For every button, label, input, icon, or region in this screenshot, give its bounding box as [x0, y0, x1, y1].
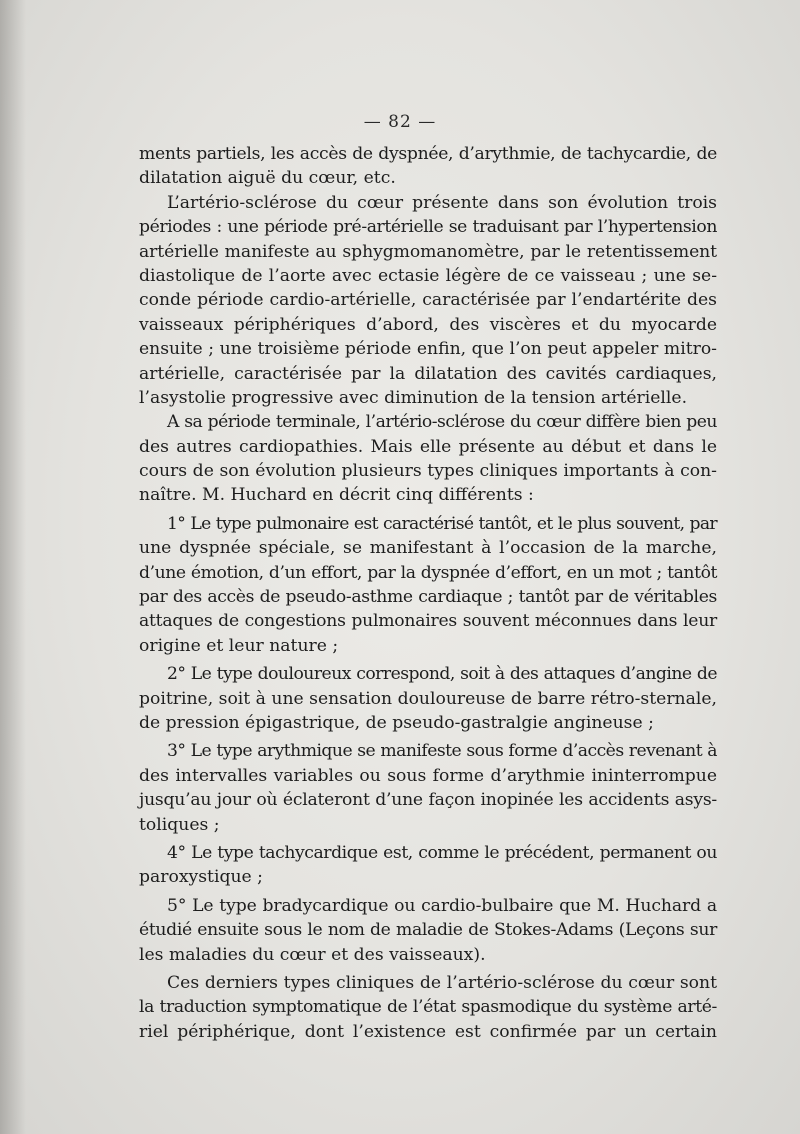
- text-line: conde période cardio-artérielle, caractérisée par l’endartérite des: [139, 290, 717, 311]
- text-line: 4° Le type tachycardique est, comme le précédent, permanent ou: [167, 842, 717, 863]
- text-line: vaisseaux périphériques d’abord, des viscères et du myocarde: [139, 314, 717, 335]
- text-line: cours de son évolution plusieurs types cliniques importants à con-: [139, 461, 717, 482]
- page-edge-shadow: [0, 0, 26, 1134]
- text-line: jusqu’au jour où éclateront d’une façon inopinée les accidents asys-: [139, 790, 717, 811]
- text-line: origine et leur nature ;: [139, 635, 339, 656]
- text-line: 3° Le type arythmique se manifeste sous forme d’accès revenant à: [167, 741, 717, 762]
- text-line: la traduction symptomatique de l’état spasmodique du système arté-: [139, 997, 717, 1018]
- text-line: L’artério-sclérose du cœur présente dans son évolution trois: [167, 192, 717, 213]
- page-number: — 82 —: [363, 112, 437, 132]
- text-line: étudié ensuite sous le nom de maladie de Stokes-Adams (Leçons sur: [139, 920, 717, 941]
- text-line: 2° Le type douloureux correspond, soit à des attaques d’angine de: [167, 664, 717, 685]
- body-text: [139, 142, 717, 1044]
- text-line: poitrine, soit à une sensation douloureuse de barre rétro-sternale,: [139, 688, 717, 709]
- text-line: riel périphérique, dont l’existence est confirmée par un certain: [139, 1021, 717, 1042]
- text-line: diastolique de l’aorte avec ectasie légère de ce vaisseau ; une se-: [139, 265, 717, 286]
- text-line: ments partiels, les accès de dyspnée, d’arythmie, de tachycardie, de: [139, 144, 717, 164]
- text-line: toliques ;: [139, 814, 220, 835]
- text-line: par des accès de pseudo-asthme cardiaque ; tantôt par de véritables: [139, 587, 717, 608]
- text-line: paroxystique ;: [139, 867, 263, 888]
- text-line: de pression épigastrique, de pseudo-gastralgie angineuse ;: [139, 712, 654, 733]
- text-line: l’asystolie progressive avec diminution de la tension artérielle.: [139, 387, 688, 408]
- text-line: ensuite ; une troisième période enfin, que l’on peut appeler mitro-: [139, 339, 717, 360]
- text-line: les maladies du cœur et des vaisseaux).: [139, 944, 486, 965]
- text-line: attaques de congestions pulmonaires souvent méconnues dans leur: [139, 611, 717, 632]
- text-line: Ces derniers types cliniques de l’artério-sclérose du cœur sont: [167, 972, 717, 993]
- text-line: des intervalles variables ou sous forme d’arythmie ininterrompue: [139, 765, 717, 786]
- text-line: naître. M. Huchard en décrit cinq différents :: [139, 485, 534, 506]
- text-line: A sa période terminale, l’artério-sclérose du cœur diffère bien peu: [167, 412, 717, 433]
- text-line: des autres cardiopathies. Mais elle présente au début et dans le: [139, 436, 717, 457]
- text-line: une dyspnée spéciale, se manifestant à l’occasion de la marche,: [139, 538, 717, 559]
- text-line: périodes : une période pré-artérielle se traduisant par l’hypertension: [139, 217, 717, 238]
- text-line: 5° Le type bradycardique ou cardio-bulbaire que M. Huchard a: [167, 895, 717, 916]
- text-line: dilatation aiguë du cœur, etc.: [139, 168, 396, 189]
- text-line: artérielle, caractérisée par la dilatation des cavités cardiaques,: [139, 363, 717, 384]
- text-line: 1° Le type pulmonaire est caractérisé tantôt, et le plus souvent, par: [167, 513, 717, 534]
- text-line: artérielle manifeste au sphygmomanomètre, par le retentissement: [139, 241, 717, 262]
- text-line: d’une émotion, d’un effort, par la dyspnée d’effort, en un mot ; tantôt: [139, 562, 717, 583]
